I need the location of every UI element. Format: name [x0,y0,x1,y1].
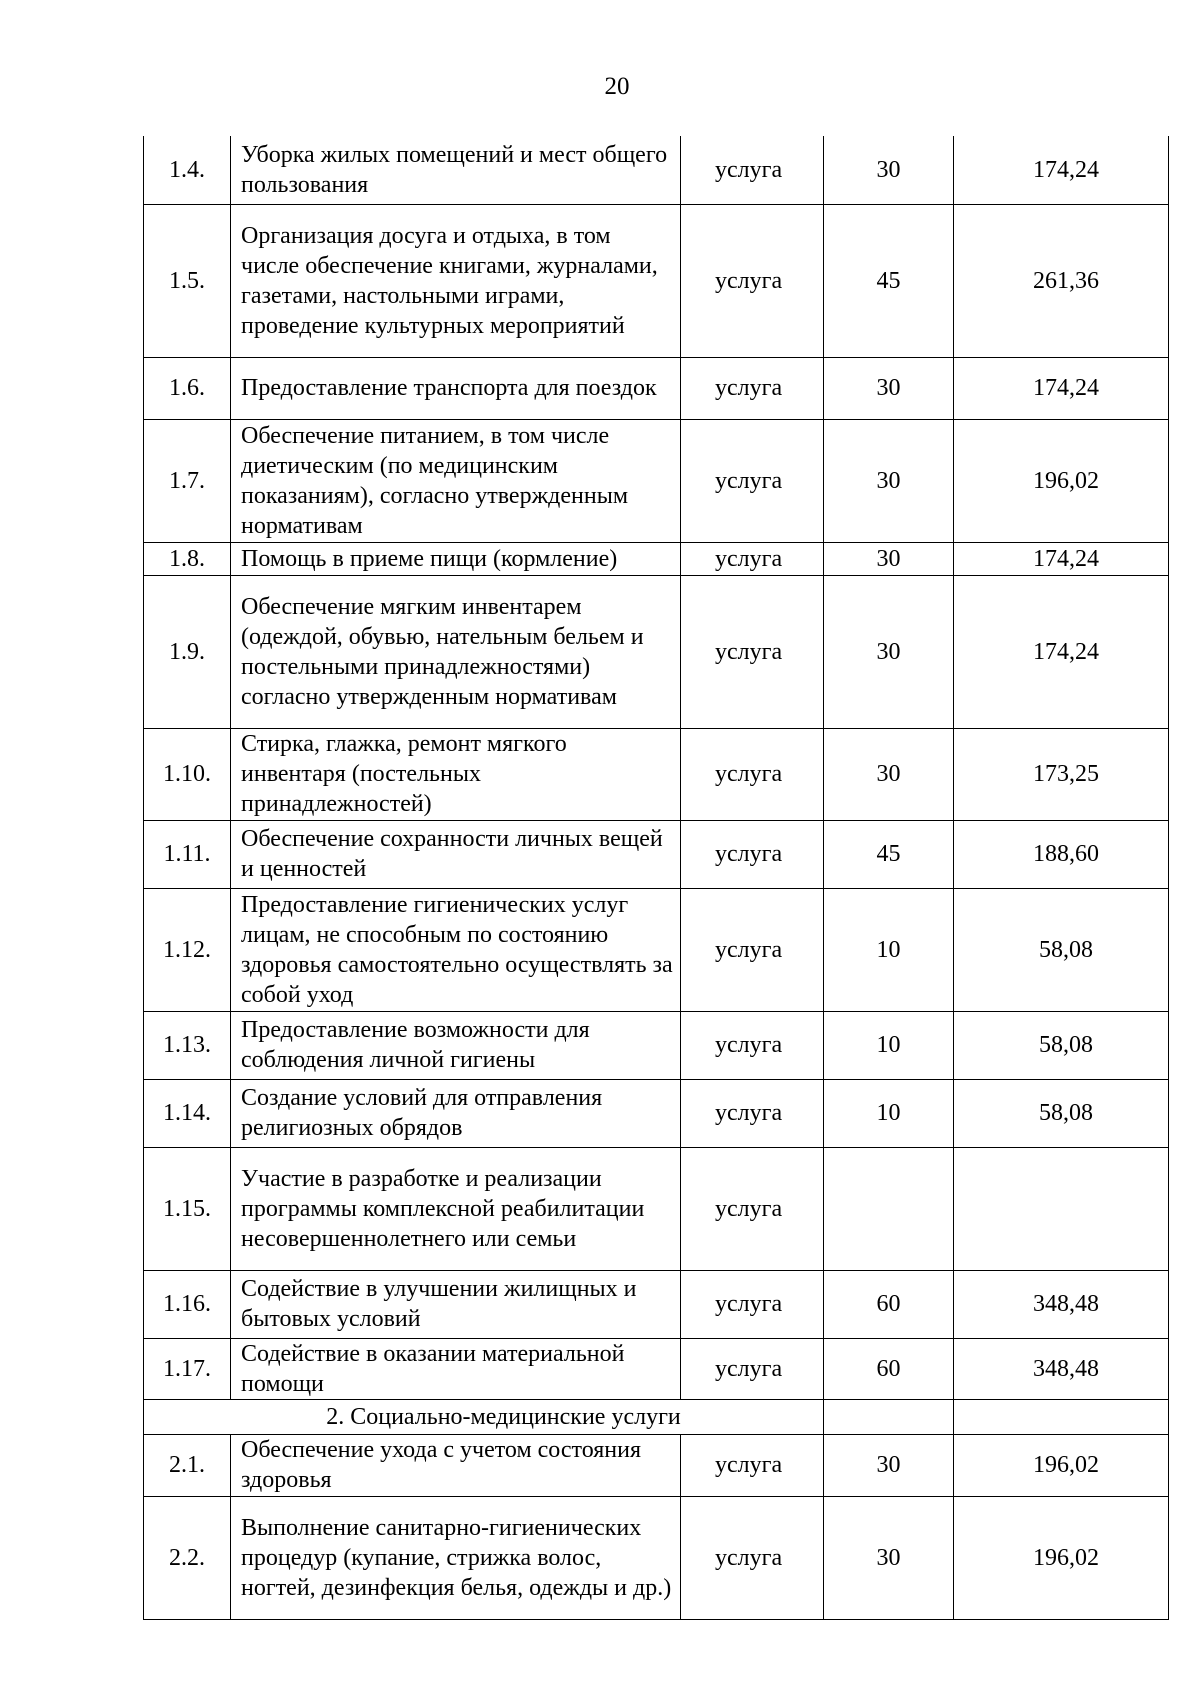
table-row [144,136,1169,204]
table-row [144,888,1169,1011]
unit-cell: услуга [681,820,824,888]
unit-cell: услуга [681,728,824,820]
qty-cell: 30 [824,1496,954,1619]
qty-cell [824,1399,954,1434]
price-cell: 174,24 [954,542,1169,575]
price-cell: 196,02 [954,1496,1169,1619]
item-number: 1.16. [144,1270,231,1338]
unit-cell: услуга [681,1147,824,1270]
qty-cell: 30 [824,419,954,542]
table-row [144,1147,1169,1270]
unit-cell: услуга [681,1011,824,1079]
service-name: Стирка, глажка, ремонт мягкого инвентаря (постельных принадлежностей) [231,728,681,820]
price-cell: 58,08 [954,1011,1169,1079]
item-number: 1.4. [144,136,231,204]
unit-cell: услуга [681,1434,824,1496]
qty-cell [824,1147,954,1270]
unit-cell: услуга [681,136,824,204]
unit-cell: услуга [681,1270,824,1338]
item-number: 1.17. [144,1338,231,1399]
price-cell: 196,02 [954,1434,1169,1496]
qty-cell: 30 [824,542,954,575]
item-number: 1.12. [144,888,231,1011]
qty-cell: 30 [824,1434,954,1496]
table-row [144,204,1169,357]
price-cell: 188,60 [954,820,1169,888]
item-number: 1.10. [144,728,231,820]
unit-cell: услуга [681,419,824,542]
item-number: 1.5. [144,204,231,357]
price-cell [954,1399,1169,1434]
item-number: 1.8. [144,542,231,575]
item-number: 2.2. [144,1496,231,1619]
services-table-body [144,136,1169,1619]
table-row [144,1011,1169,1079]
table-row [144,1496,1169,1619]
service-name: Предоставление транспорта для поездок [231,357,681,419]
unit-cell: услуга [681,1496,824,1619]
table-row [144,1270,1169,1338]
unit-cell: услуга [681,1338,824,1399]
unit-cell: услуга [681,357,824,419]
table-row [144,1434,1169,1496]
qty-cell: 30 [824,136,954,204]
service-name: Помощь в приеме пищи (кормление) [231,542,681,575]
service-name: Содействие в улучшении жилищных и бытовых условий [231,1270,681,1338]
price-cell [954,1147,1169,1270]
table-row [144,542,1169,575]
table-row [144,728,1169,820]
qty-cell: 60 [824,1270,954,1338]
qty-cell: 45 [824,204,954,357]
item-number: 1.7. [144,419,231,542]
item-number: 1.13. [144,1011,231,1079]
qty-cell: 45 [824,820,954,888]
service-name: Уборка жилых помещений и мест общего пользования [231,136,681,204]
qty-cell: 60 [824,1338,954,1399]
service-name: Предоставление возможности для соблюдения личной гигиены [231,1011,681,1079]
item-number: 1.15. [144,1147,231,1270]
item-number: 1.14. [144,1079,231,1147]
service-name: Участие в разработке и реализации программы комплексной реабилитации несовершеннолетнего или семьи [231,1147,681,1270]
service-name: Выполнение санитарно-гигиенических процедур (купание, стрижка волос, ногтей, дезинфекция белья, одежды и др.) [231,1496,681,1619]
table-row [144,575,1169,728]
qty-cell: 30 [824,357,954,419]
service-name: Содействие в оказании материальной помощи [231,1338,681,1399]
unit-cell: услуга [681,542,824,575]
unit-cell: услуга [681,1079,824,1147]
price-cell: 174,24 [954,357,1169,419]
item-number: 2.1. [144,1434,231,1496]
service-name: Организация досуга и отдыха, в том числе обеспечение книгами, журналами, газетами, настольными играми, проведение культурных мероприятий [231,204,681,357]
item-number: 1.6. [144,357,231,419]
table-row [144,419,1169,542]
unit-cell: услуга [681,888,824,1011]
unit-cell: услуга [681,204,824,357]
price-cell: 261,36 [954,204,1169,357]
price-cell: 196,02 [954,419,1169,542]
qty-cell: 10 [824,888,954,1011]
service-name: Обеспечение питанием, в том числе диетическим (по медицинским показаниям), согласно утвержденным нормативам [231,419,681,542]
price-cell: 174,24 [954,575,1169,728]
service-name: Обеспечение мягким инвентарем (одеждой, обувью, нательным бельем и постельными принадлежностями) согласно утвержденным нормативам [231,575,681,728]
qty-cell: 10 [824,1079,954,1147]
table-row [144,820,1169,888]
item-number: 1.11. [144,820,231,888]
table-row [144,357,1169,419]
service-name: Создание условий для отправления религиозных обрядов [231,1079,681,1147]
service-name: Обеспечение сохранности личных вещей и ценностей [231,820,681,888]
section-title: 2. Социально-медицинские услуги [144,1399,824,1434]
price-cell: 348,48 [954,1270,1169,1338]
price-cell: 173,25 [954,728,1169,820]
section-row [144,1399,1169,1434]
service-name: Предоставление гигиенических услуг лицам, не способным по состоянию здоровья самостоятельно осуществлять за собой уход [231,888,681,1011]
price-cell: 348,48 [954,1338,1169,1399]
table-row [144,1079,1169,1147]
qty-cell: 30 [824,728,954,820]
services-table [143,136,1169,1620]
qty-cell: 10 [824,1011,954,1079]
price-cell: 58,08 [954,888,1169,1011]
price-cell: 58,08 [954,1079,1169,1147]
price-cell: 174,24 [954,136,1169,204]
item-number: 1.9. [144,575,231,728]
table-row [144,1338,1169,1399]
qty-cell: 30 [824,575,954,728]
page-number: 20 [604,73,630,100]
service-name: Обеспечение ухода с учетом состояния здоровья [231,1434,681,1496]
unit-cell: услуга [681,575,824,728]
